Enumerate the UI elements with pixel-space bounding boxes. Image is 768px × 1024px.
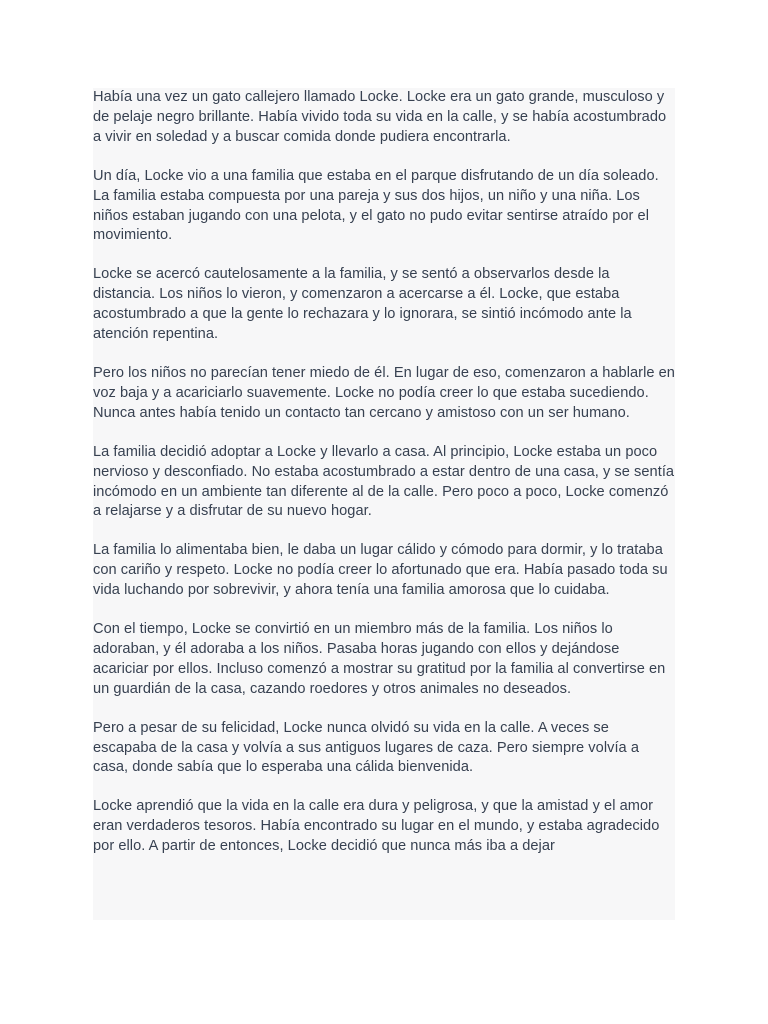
paragraph-1: Había una vez un gato callejero llamado Locke. Locke era un gato grande, musculoso y de pelaje negro brillante. Había vivido toda su vida en la calle, y se había acostumbrado a vivir en soledad y a buscar comida donde pudiera encontrarla. xyxy=(93,89,667,145)
paragraph-9: Locke aprendió que la vida en la calle era dura y peligrosa, y que la amistad y el amor eran verdaderos tesoros. Había encontrado su lugar en el mundo, y estaba agradecido por ello. A partir de entonces, Locke decidió que nunca más iba a dejar xyxy=(93,798,660,855)
story-text-block xyxy=(93,88,675,920)
paragraph-3: Locke se acercó cautelosamente a la familia, y se sentó a observarlos desde la distancia. Los niños lo vieron, y comenzaron a acercarse a él. Locke, que estaba acostumbrado a que la gente lo rechazara y lo ignorara, se sintió incómodo ante la atención repentina. xyxy=(93,266,632,343)
paragraph-7: Con el tiempo, Locke se convirtió en un miembro más de la familia. Los niños lo adoraban, y él adoraba a los niños. Pasaba horas jugando con ellos y dejándose acariciar por ellos. Incluso comenzó a mostrar su gratitud por la familia al convertirse en un guardián de la casa, cazando roedores y otros animales no deseados. xyxy=(93,621,666,697)
paragraph-8: Pero a pesar de su felicidad, Locke nunca olvidó su vida en la calle. A veces se escapaba de la casa y volvía a sus antiguos lugares de caza. Pero siempre volvía a casa, donde sabía que lo esperaba una cálida bienvenida. xyxy=(93,719,639,776)
paragraph-2: Un día, Locke vio a una familia que estaba en el parque disfrutando de un día soleado. La familia estaba compuesta por una pareja y sus dos hijos, un niño y una niña. Los niños estaban jugando con una pelota, y el gato no pudo evitar sentirse atraído por el movimiento. xyxy=(93,167,659,244)
paragraph-4: Pero los niños no parecían tener miedo de él. En lugar de eso, comenzaron a hablarle en voz baja y a acariciarlo suavemente. Locke no podía creer lo que estaba sucediendo. Nunca antes había tenido un contacto tan cercano y amistoso con un ser humano. xyxy=(93,364,675,421)
paragraph-6: La familia lo alimentaba bien, le daba un lugar cálido y cómodo para dormir, y lo trataba con cariño y respeto. Locke no podía creer lo afortunado que era. Había pasado toda su vida luchando por sobrevivir, y ahora tenía una familia amorosa que lo cuidaba. xyxy=(93,542,668,599)
paragraph-5: La familia decidió adoptar a Locke y llevarlo a casa. Al principio, Locke estaba un poco nervioso y desconfiado. No estaba acostumbrado a estar dentro de una casa, y se sentía incómodo en un ambiente tan diferente al de la calle. Pero poco a poco, Locke comenzó a relajarse y a disfrutar de su nuevo hogar. xyxy=(93,443,675,520)
